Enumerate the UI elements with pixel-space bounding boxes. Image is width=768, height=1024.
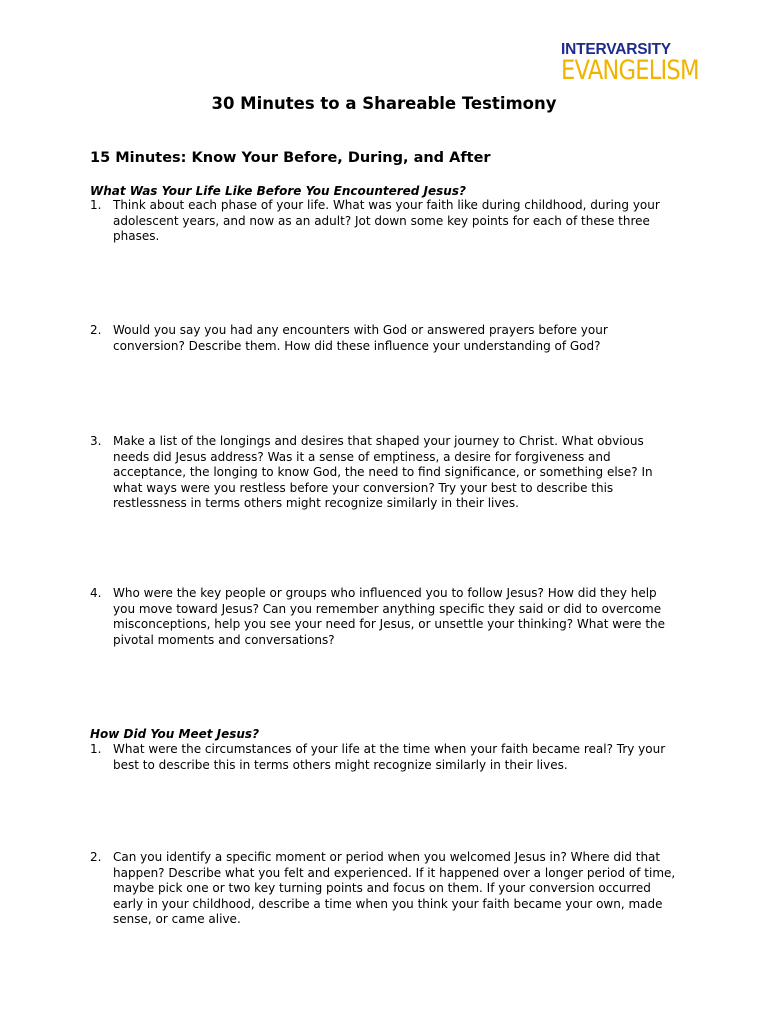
question-number: 3.	[90, 434, 102, 448]
question-text: Would you say you had any encounters with God or answered prayers before your conversion? Describe them. How did these influence your understanding of God?	[113, 323, 608, 353]
intervarsity-evangelism-logo	[561, 42, 701, 85]
question-text: Who were the key people or groups who influenced you to follow Jesus? How did they help you move toward Jesus? Can you remember anything specific they said or did to overcome misconceptions, help you see your need for Jesus, or unsettle your thinking? What were the pivotal moments and conversations?	[113, 586, 666, 647]
question-item	[90, 198, 682, 245]
question-number: 2.	[90, 850, 102, 864]
question-text: What were the circumstances of your life at the time when your faith became real? Try your best to describe this in terms others might recognize similarly in their lives.	[113, 742, 666, 772]
question-item	[90, 742, 682, 773]
question-number: 1.	[90, 742, 102, 756]
logo-line-evangelism: EVANGELISM	[561, 55, 699, 86]
question-text: Think about each phase of your life. What was your faith like during childhood, during your adolescent years, and now as an adult? Jot down some key points for each of these three phases.	[113, 198, 660, 243]
question-number: 1.	[90, 198, 102, 212]
question-number: 4.	[90, 586, 102, 600]
question-item	[90, 323, 682, 354]
group-heading-meet-jesus: How Did You Meet Jesus?	[90, 727, 260, 741]
logo-line-intervarsity: INTERVARSITY	[561, 41, 671, 58]
question-item	[90, 434, 682, 512]
question-item	[90, 586, 682, 648]
question-text: Can you identify a specific moment or period when you welcomed Jesus in? Where did that happen? Describe what you felt and experienced. If it happened over a longer period of time, maybe pick one or two key turning points and focus on them. If your conversion occurred early in your childhood, describe a time when you think your faith became your own, made sense, or came alive.	[113, 850, 676, 926]
group-heading-before: What Was Your Life Like Before You Encountered Jesus?	[90, 184, 466, 198]
section-heading: 15 Minutes: Know Your Before, During, and After	[90, 150, 491, 166]
question-number: 2.	[90, 323, 102, 337]
question-item	[90, 850, 682, 928]
question-text: Make a list of the longings and desires that shaped your journey to Christ. What obvious needs did Jesus address? Was it a sense of emptiness, a desire for forgiveness and acceptance, the longing to know God, the need to find significance, or something else? In what ways were you restless before your conversion? Try your best to describe this restlessness in terms others might recognize similarly in their lives.	[113, 434, 653, 510]
document-title: 30 Minutes to a Shareable Testimony	[211, 94, 557, 113]
